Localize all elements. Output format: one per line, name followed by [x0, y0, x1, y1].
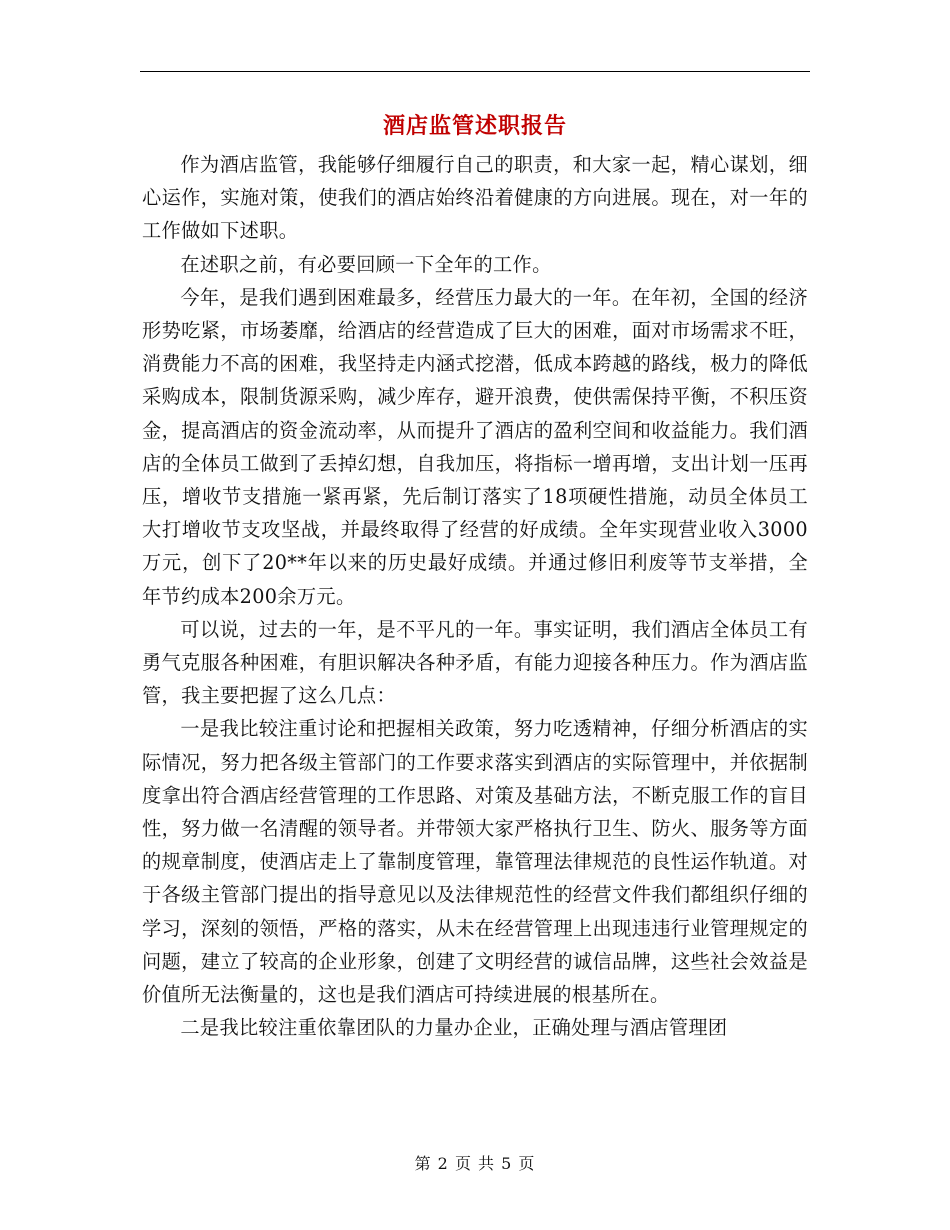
document-body: [142, 148, 808, 1044]
paragraph-conclusion: 可以说，过去的一年，是不平凡的一年。事实证明，我们酒店全体员工有勇气克服各种困难，有胆识解决各种矛盾，有能力迎接各种压力。作为酒店监管，我主要把握了这么几点：: [142, 617, 808, 708]
paragraph-year-summary: 今年，是我们遇到困难最多，经营压力最大的一年。在年初，全国的经济形势吃紧，市场萎靡，给酒店的经营造成了巨大的困难，面对市场需求不旺，消费能力不高的困难，我坚持走内涵式挖潜，低成本跨越的路线，极力的降低采购成本，限制货源采购，减少库存，避开浪费，使供需保持平衡，不积压资金，提高酒店的资金流动率，从而提升了酒店的盈利空间和收益能力。我们酒店的全体员工做到了丢掉幻想，自我加压，将指标一增再增，支出计划一压再压，增收节支措施一紧再紧，先后制订落实了18项硬性措施，动员全体员工大打增收节支攻坚战，并最终取得了经营的好成绩。全年实现营业收入3000万元，创下了20**年以来的历史最好成绩。并通过修旧利废等节支举措，全年节约成本200余万元。: [142, 285, 808, 608]
header-rule: [140, 71, 810, 72]
paragraph-point-two: 二是我比较注重依靠团队的力量办企业，正确处理与酒店管理团: [180, 1016, 728, 1040]
document-title: 酒店监管述职报告: [382, 113, 567, 139]
paragraph-review: 在述职之前，有必要回顾一下全年的工作。: [180, 252, 552, 276]
page-number-footer: 第 2 页 共 5 页: [414, 1154, 536, 1173]
paragraph-intro: 作为酒店监管，我能够仔细履行自己的职责，和大家一起，精心谋划，细心运作，实施对策，使我们的酒店始终沿着健康的方向进展。现在，对一年的工作做如下述职。: [142, 153, 808, 243]
paragraph-point-one: 一是我比较注重讨论和把握相关政策，努力吃透精神，仔细分析酒店的实际情况，努力把各级主管部门的工作要求落实到酒店的实际管理中，并依据制度拿出符合酒店经营管理的工作思路、对策及基础方法，不断克服工作的盲目性，努力做一名清醒的领导者。并带领大家严格执行卫生、防火、服务等方面的规章制度，使酒店走上了靠制度管理，靠管理法律规范的良性运作轨道。对于各级主管部门提出的指导意见以及法律规范性的经营文件我们都组织仔细的学习，深刻的领悟，严格的落实，从未在经营管理上出现违违行业管理规定的问题，建立了较高的企业形象，创建了文明经营的诚信品牌，这些社会效益是价值所无法衡量的，这也是我们酒店可持续进展的根基所在。: [142, 717, 808, 1007]
